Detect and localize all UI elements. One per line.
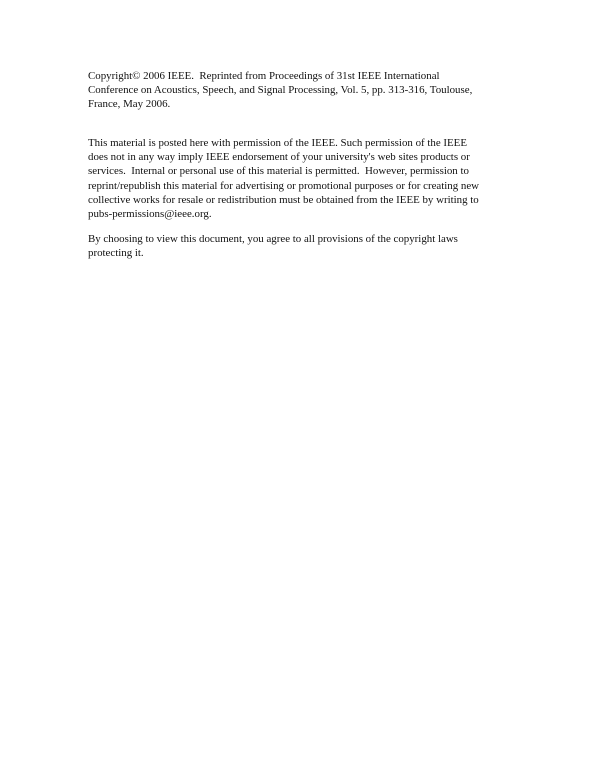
copyright-notice — [88, 69, 528, 112]
permission-line: collective works for resale or redistribution must be obtained from the IEEE by writing to — [88, 193, 479, 206]
permission-line: This material is posted here with permission of the IEEE. Such permission of the IEEE — [88, 137, 467, 149]
permission-line: does not in any way imply IEEE endorsement of your university's web sites products or — [88, 151, 470, 164]
permission-line: pubs-permissions@ieee.org. — [88, 208, 212, 221]
permission-line: reprint/republish this material for advertising or promotional purposes or for creating new — [88, 179, 480, 192]
agreement-line: protecting it. — [88, 247, 144, 260]
agreement-notice — [88, 232, 528, 260]
permission-line: services. Internal or personal use of this material is permitted. However, permission to — [88, 165, 469, 178]
permission-notice — [88, 136, 528, 221]
copyright-line: Copyright© 2006 IEEE. Reprinted from Proceedings of 31st IEEE International — [88, 70, 440, 82]
agreement-line: By choosing to view this document, you agree to all provisions of the copyright laws — [88, 233, 458, 245]
copyright-line: France, May 2006. — [88, 98, 171, 111]
copyright-line: Conference on Acoustics, Speech, and Signal Processing, Vol. 5, pp. 313-316, Toulouse, — [88, 84, 473, 97]
